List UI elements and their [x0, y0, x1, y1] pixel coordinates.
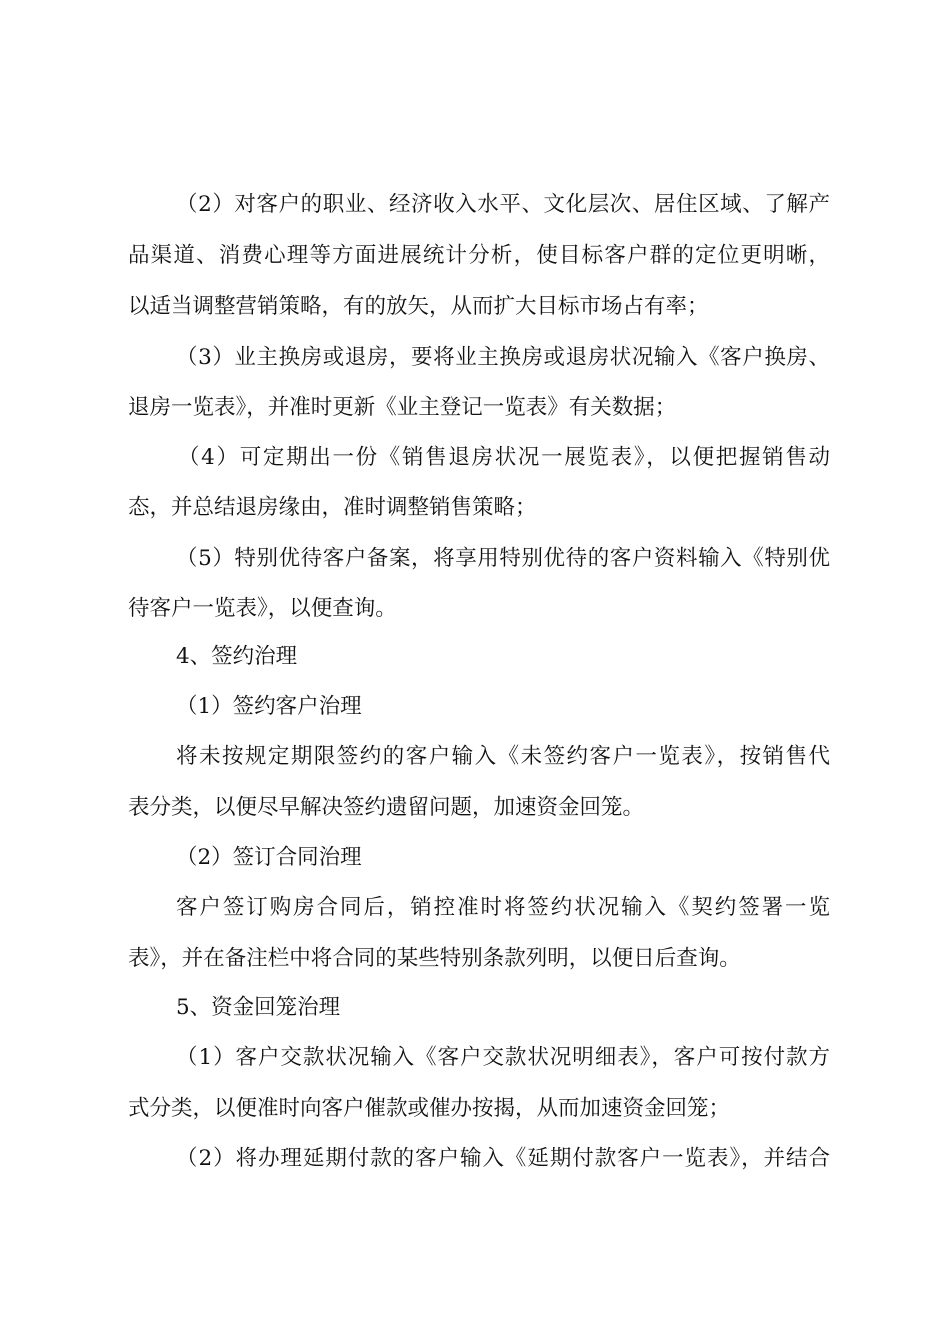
text-line: （2）将办理延期付款的客户输入《延期付款客户一览表》，并结合: [176, 1146, 830, 1171]
text-line: （5）特别优待客户备案，将享用特别优待的客户资料输入《特别优: [176, 546, 830, 571]
text-line: 表分类，以便尽早解决签约遗留问题，加速资金回笼。: [128, 795, 645, 820]
text-line: 客户签订购房合同后，销控准时将签约状况输入《契约签署一览: [176, 895, 830, 920]
text-line: 待客户一览表》，以便查询。: [128, 596, 397, 621]
text-line: 表》，并在备注栏中将合同的某些特别条款列明，以便日后查询。: [128, 946, 741, 971]
text-line: 将未按规定期限签约的客户输入《未签约客户一览表》，按销售代: [176, 744, 830, 769]
text-line: 态，并总结退房缘由，准时调整销售策略；: [128, 495, 537, 520]
text-line: 以适当调整营销策略，有的放矢，从而扩大目标市场占有率；: [128, 294, 709, 319]
text-line: （2）对客户的职业、经济收入水平、文化层次、居住区域、了解产: [176, 192, 830, 217]
section-heading: 5、资金回笼治理: [176, 995, 341, 1020]
text-line: （1）客户交款状况输入《客户交款状况明细表》，客户可按付款方: [176, 1045, 830, 1070]
subsection-heading: （2）签订合同治理: [176, 845, 362, 870]
text-line: （4）可定期出一份《销售退房状况一展览表》，以便把握销售动: [178, 445, 830, 470]
section-heading: 4、签约治理: [176, 644, 298, 669]
text-line: 退房一览表》，并准时更新《业主登记一览表》有关数据；: [128, 395, 677, 420]
text-line: 品渠道、消费心理等方面进展统计分析，使目标客户群的定位更明晰，: [128, 243, 830, 268]
text-line: （3）业主换房或退房，要将业主换房或退房状况输入《客户换房、: [176, 345, 830, 370]
text-line: 式分类，以便准时向客户催款或催办按揭，从而加速资金回笼；: [128, 1096, 731, 1121]
subsection-heading: （1）签约客户治理: [176, 694, 362, 719]
